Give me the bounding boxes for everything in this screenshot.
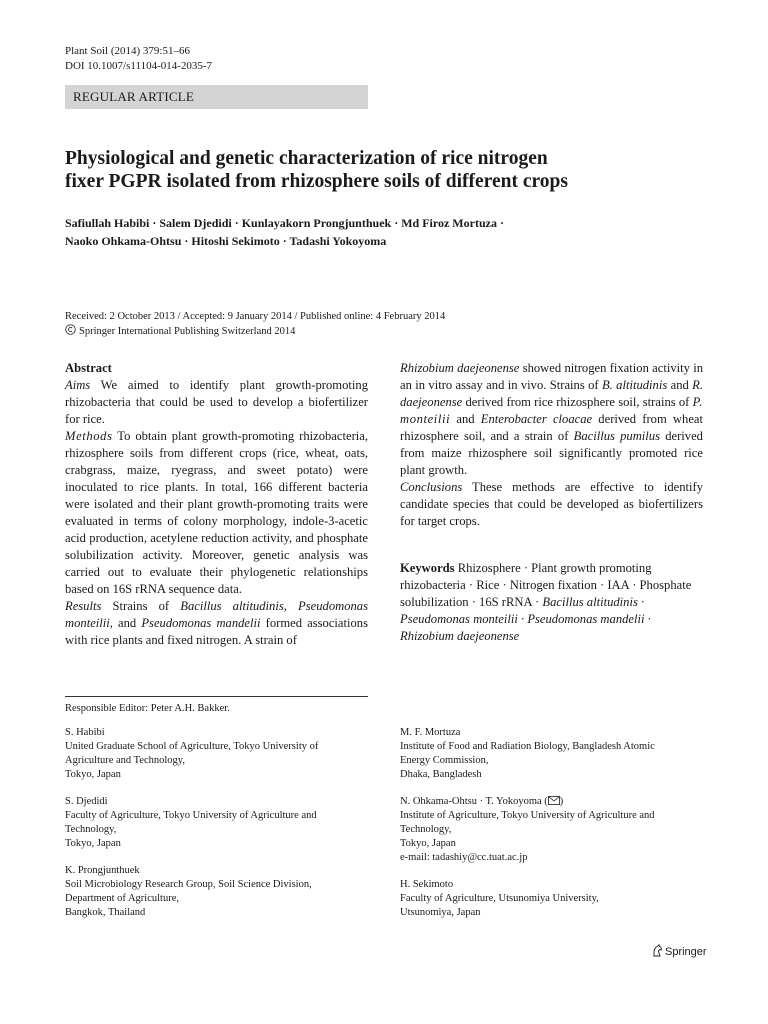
affiliation-line: Tokyo, Japan	[65, 838, 121, 849]
abstract-results	[65, 598, 368, 649]
corresponding-author-marker: ( )	[544, 796, 564, 807]
author-list	[65, 214, 705, 250]
keywords	[400, 560, 703, 645]
aims-label: Aims	[65, 378, 91, 392]
publisher-logo	[652, 944, 707, 958]
results-cont-text-2: and	[667, 378, 693, 392]
affiliation-djedidi	[65, 795, 375, 851]
journal-header	[65, 44, 212, 74]
methods-label: Methods	[65, 429, 113, 443]
results-label: Results	[65, 599, 102, 613]
results-text-3: , and	[109, 616, 142, 630]
abstract-right-column	[400, 360, 703, 645]
affiliation-line: Department of Agriculture,	[65, 893, 180, 904]
species-enterobacter-cloacae: Enterobacter cloacae	[480, 412, 593, 426]
springer-horse-icon	[652, 944, 663, 957]
affiliation-line: Faculty of Agriculture, Tokyo University of Agriculture and	[65, 810, 317, 821]
copyright-icon	[65, 324, 76, 335]
affiliation-line: Dhaka, Bangladesh	[400, 769, 482, 780]
title-line-1: Physiological and genetic characterization of rice nitrogen	[65, 148, 548, 169]
affiliation-sekimoto	[400, 878, 710, 920]
affiliation-line: United Graduate School of Agriculture, Tokyo University of	[65, 741, 319, 752]
results-text-4: formed associations with rice plants and fixed nitrogen. A strain of	[65, 616, 368, 647]
results-cont-text-4: and	[450, 412, 481, 426]
keywords-italic: Bacillus altitudinis · Pseudomonas monteilii · Pseudomonas mandelii · Rhizobium daejeonense	[400, 595, 651, 643]
keywords-heading: Keywords	[400, 561, 455, 575]
results-text-2: ,	[283, 599, 299, 613]
species-rhizobium-daejeonense: Rhizobium daejeonense	[400, 361, 520, 375]
copyright-text: Springer International Publishing Switzerland 2014	[79, 326, 296, 337]
species-b-altitudinis: B. altitudinis	[601, 378, 668, 392]
affiliation-line: Soil Microbiology Research Group, Soil Science Division,	[65, 879, 312, 890]
abstract-methods	[65, 428, 368, 598]
publication-dates	[65, 309, 445, 339]
results-cont-text-3: derived from rice rhizosphere soil, strains of	[462, 395, 693, 409]
results-text-1: Strains of	[101, 599, 181, 613]
conclusions-label: Conclusions	[400, 480, 463, 494]
abstract-conclusions	[400, 479, 703, 530]
affiliation-line: Energy Commission,	[400, 755, 489, 766]
keywords-plain: Rhizosphere · Plant growth promoting rhizobacteria · Rice · Nitrogen fixation · IAA · Phosphate solubilization · 16S rRNA ·	[400, 561, 692, 609]
journal-citation: Plant Soil (2014) 379:51–66	[65, 45, 190, 57]
affiliation-line: Technology,	[400, 824, 452, 835]
affiliation-line: Technology,	[65, 824, 117, 835]
affiliation-name: S. Habibi	[65, 727, 105, 738]
authors-line-2: Naoko Ohkama-Ohtsu · Hitoshi Sekimoto · Tadashi Yokoyoma	[65, 234, 387, 248]
methods-text: To obtain plant growth-promoting rhizobacteria, rhizosphere soils from different crops (rice, wheat, oats, crabgrass, maize, ryegrass, and sweet potato) were inoculated to rice plants. In total, 166 different bacteria were isolated and their plant growth-promoting traits were evaluated in terms of colony morphology, indole-3-acetic acid production, acetylene reduction activity, and phosphate solubilization activity. Moreover, genetic analysis was carried out to evaluate their phylogenetic relationships based on 16S rRNA sequence data.	[65, 429, 368, 596]
affiliation-line: Tokyo, Japan	[400, 838, 456, 849]
authors-line-1: Safiullah Habibi · Salem Djedidi · Kunlayakorn Prongjunthuek · Md Firoz Mortuza ·	[65, 216, 504, 230]
abstract-aims	[65, 377, 368, 428]
species-pseudomonas-monteilii: Pseudomonas monteilii	[65, 599, 369, 630]
species-r-daejeonense: R. daejeonense	[400, 378, 704, 409]
affiliations-right	[400, 726, 710, 933]
affiliation-line: Bangkok, Thailand	[65, 907, 146, 918]
species-p-monteilii: P. monteilii	[400, 395, 703, 426]
affiliation-name: M. F. Mortuza	[400, 727, 461, 738]
title-line-2: fixer PGPR isolated from rhizosphere soils of different crops	[65, 171, 568, 192]
affiliation-line: Tokyo, Japan	[65, 769, 121, 780]
affiliation-name: K. Prongjunthuek	[65, 865, 140, 876]
conclusions-text: These methods are effective to identify candidate species that could be developed as biofertilizers for target crops.	[400, 480, 703, 528]
affiliation-ohkama-yokoyoma	[400, 795, 710, 865]
affiliations-left	[65, 726, 375, 933]
affiliation-line: Faculty of Agriculture, Utsunomiya University,	[400, 893, 599, 904]
abstract-left-column	[65, 360, 368, 649]
species-bacillus-altitudinis: Bacillus altitudinis	[180, 599, 284, 613]
corresponding-email[interactable]: e-mail: tadashiy@cc.tuat.ac.jp	[400, 852, 528, 863]
species-bacillus-pumilus: Bacillus pumilus	[573, 429, 660, 443]
affiliation-line: Utsunomiya, Japan	[400, 907, 481, 918]
affiliation-name: S. Djedidi	[65, 796, 108, 807]
affiliation-line: Institute of Agriculture, Tokyo University of Agriculture and	[400, 810, 655, 821]
article-type-banner: REGULAR ARTICLE	[65, 85, 368, 109]
affiliation-name: H. Sekimoto	[400, 879, 454, 890]
affiliation-line: Institute of Food and Radiation Biology, Bangladesh Atomic	[400, 741, 655, 752]
paper-title	[65, 147, 705, 193]
aims-text: We aimed to identify plant growth-promoting rhizobacteria that could be used to develop a biofertilizer for rice.	[65, 378, 368, 426]
copyright	[65, 324, 445, 339]
abstract-heading: Abstract	[65, 361, 112, 375]
affiliation-habibi	[65, 726, 375, 782]
responsible-editor: Responsible Editor: Peter A.H. Bakker.	[65, 703, 230, 714]
affiliation-name: N. Ohkama-Ohtsu · T. Yokoyoma	[400, 796, 542, 807]
affiliation-mortuza	[400, 726, 710, 782]
footnote-divider	[65, 696, 368, 697]
envelope-icon	[548, 796, 560, 805]
results-cont-text-1: showed nitrogen fixation activity in an in vitro assay and in vivo. Strains of	[400, 361, 703, 392]
doi[interactable]: DOI 10.1007/s11104-014-2035-7	[65, 60, 213, 72]
publisher-name: Springer	[665, 946, 707, 958]
species-pseudomonas-mandelii: Pseudomonas mandelii	[141, 616, 261, 630]
received-accepted-published: Received: 2 October 2013 / Accepted: 9 January 2014 / Published online: 4 February 2014	[65, 311, 446, 322]
abstract-results-continued	[400, 360, 703, 479]
affiliation-line: Agriculture and Technology,	[65, 755, 185, 766]
affiliation-prongjunthuek	[65, 864, 375, 920]
results-cont-text-6: derived from maize rhizosphere soil significantly promoted rice plant growth.	[400, 429, 703, 477]
results-cont-text-5: derived from wheat rhizosphere soil, and a strain of	[400, 412, 704, 443]
